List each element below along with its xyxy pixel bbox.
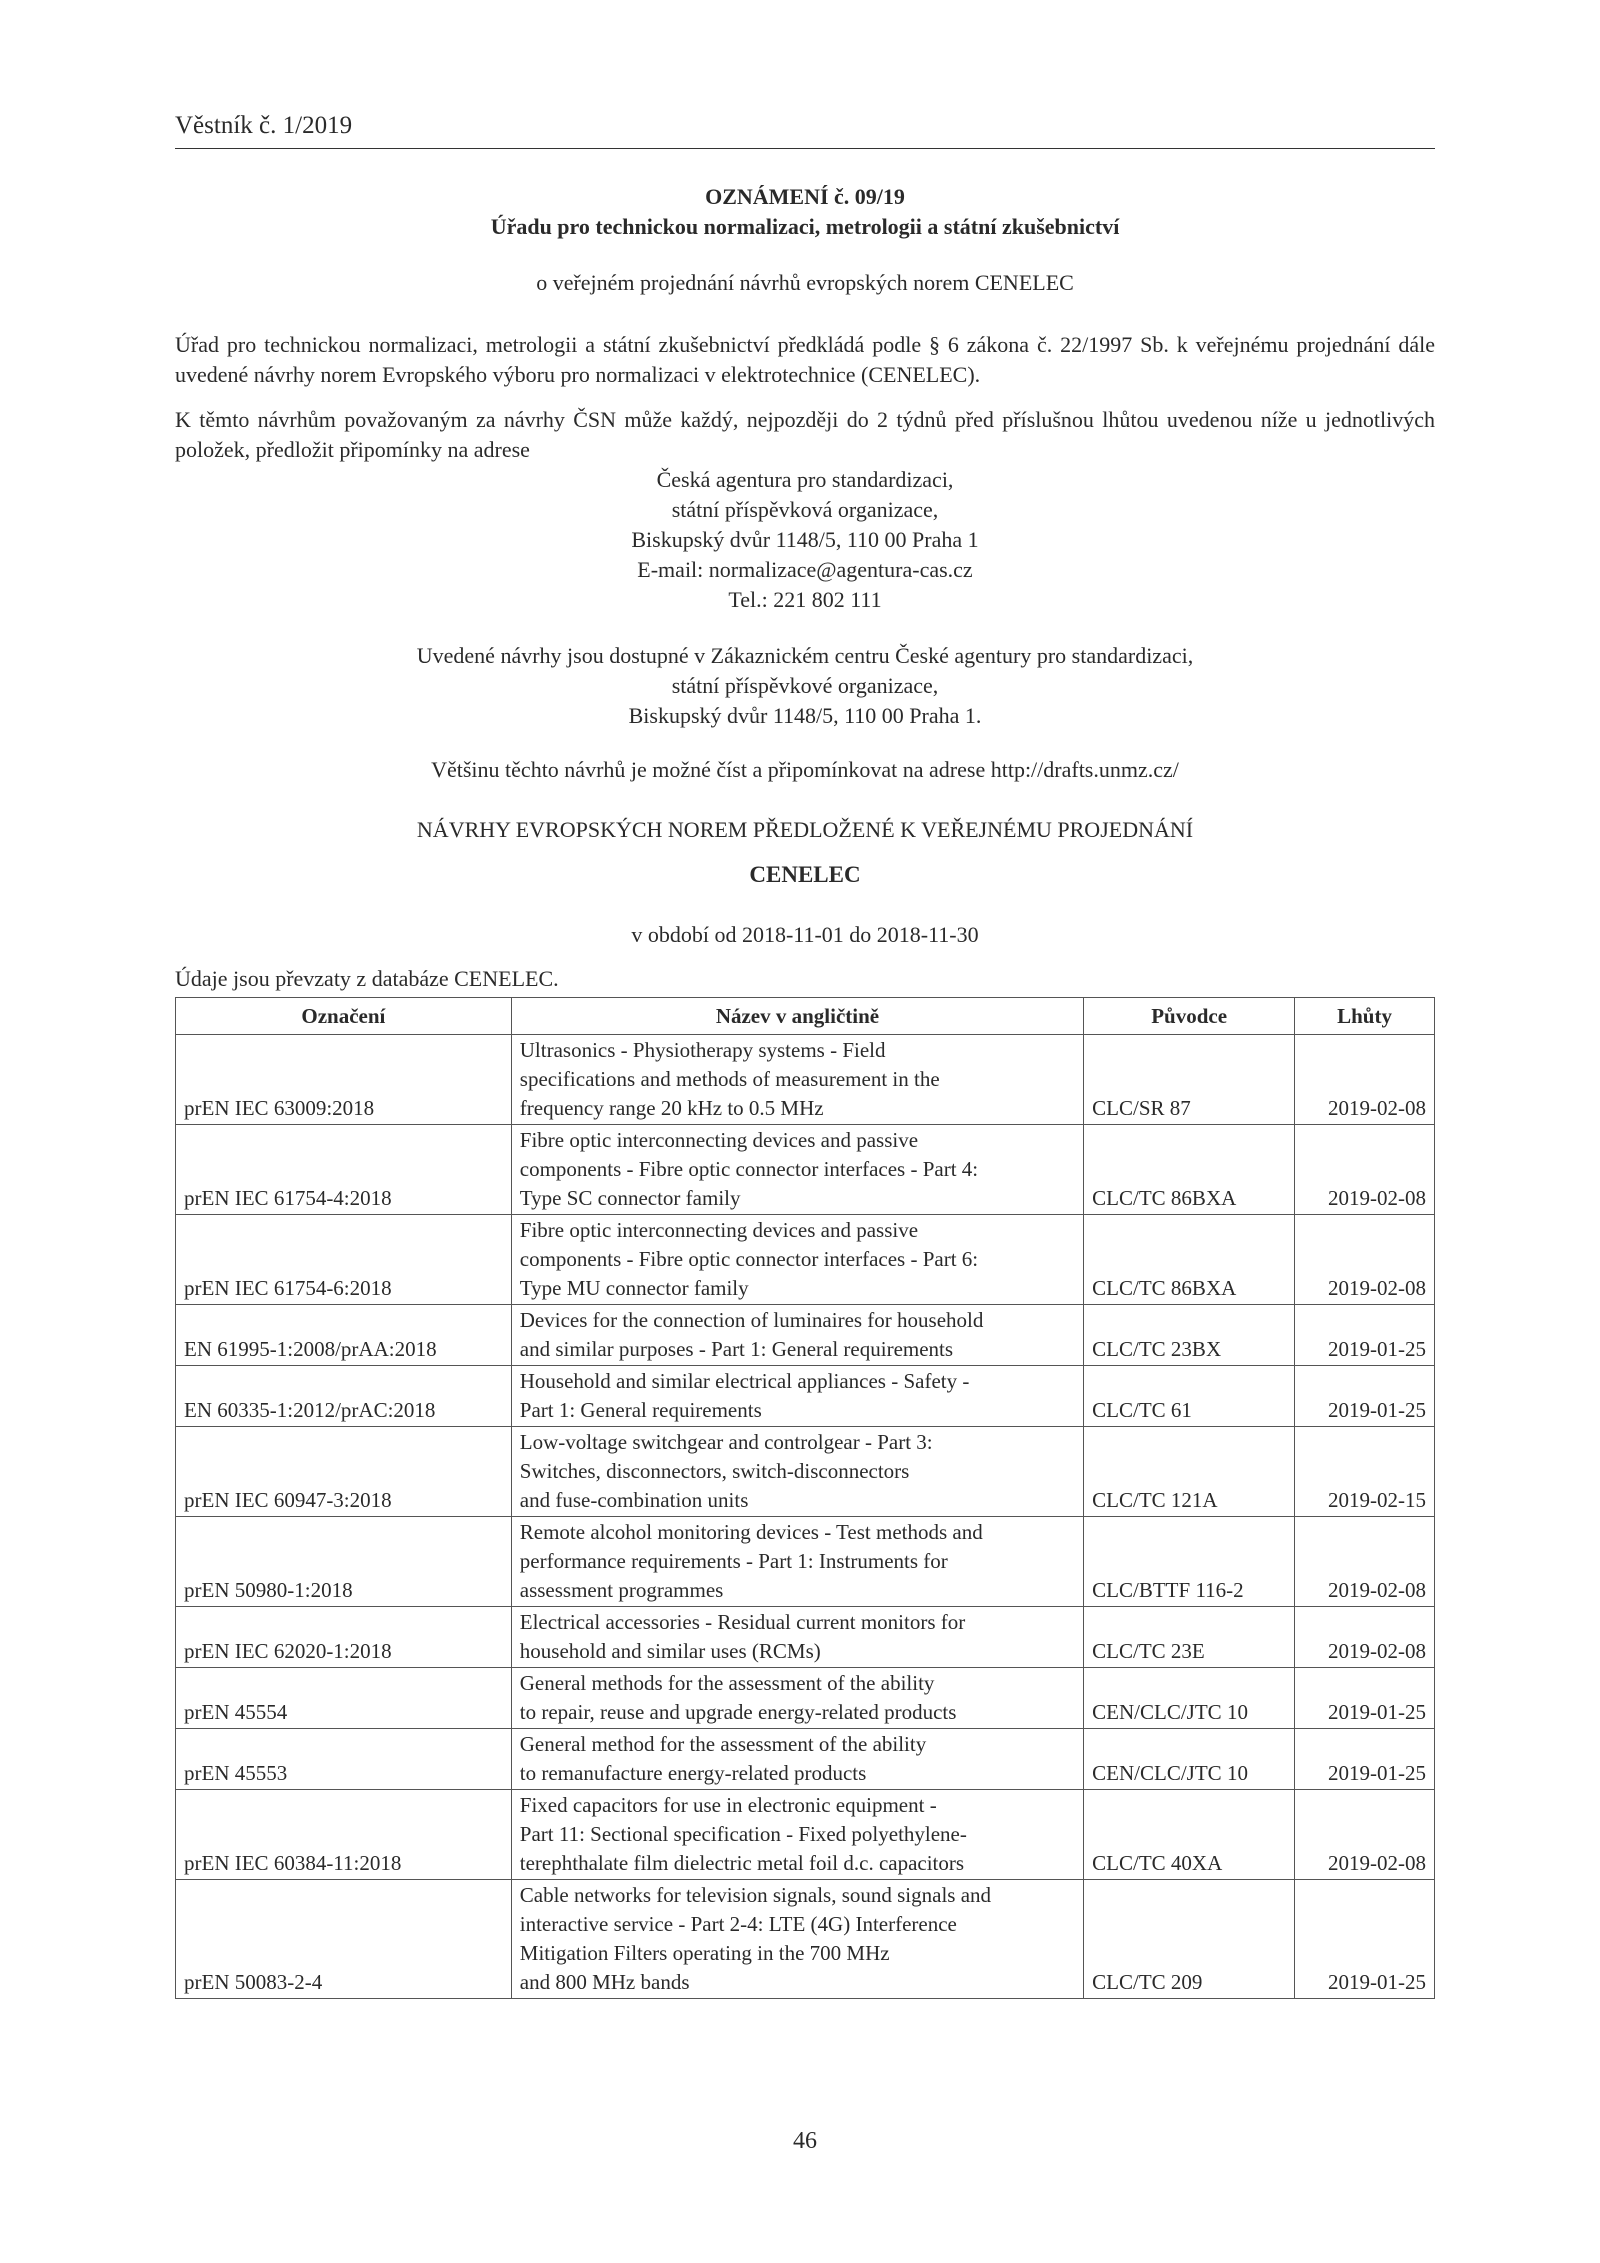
norm-title xyxy=(511,1427,1083,1517)
norm-title-line: Ultrasonics - Physiotherapy systems - Field xyxy=(519,1038,886,1062)
norm-title-line: Part 11: Sectional specification - Fixed polyethylene- xyxy=(519,1822,967,1846)
table-row xyxy=(176,1607,1435,1668)
norm-title-line: Switches, disconnectors, switch-disconnectors xyxy=(519,1459,910,1483)
drafts-url-line: Většinu těchto návrhů je možné číst a připomínkovat na adrese http://drafts.unmz.cz/ xyxy=(431,757,1179,782)
norm-originator: CLC/SR 87 xyxy=(1084,1035,1295,1125)
page-number: 46 xyxy=(793,2128,817,2154)
norm-deadline: 2019-02-08 xyxy=(1295,1125,1435,1215)
norm-title-line: to remanufacture energy-related products xyxy=(519,1761,867,1785)
notice-title: OZNÁMENÍ č. 09/19 xyxy=(705,184,905,209)
period-line: v období od 2018-11-01 do 2018-11-30 xyxy=(631,922,979,947)
norm-title-line: components - Fibre optic connector interfaces - Part 4: xyxy=(519,1157,979,1181)
address-line: Česká agentura pro standardizaci, xyxy=(656,467,954,492)
table-row xyxy=(176,1790,1435,1880)
norm-originator: CLC/TC 23E xyxy=(1084,1607,1295,1668)
norm-originator: CLC/TC 86BXA xyxy=(1084,1215,1295,1305)
table-row xyxy=(176,1729,1435,1790)
table-row xyxy=(176,1125,1435,1215)
norm-title-line: General methods for the assessment of the ability xyxy=(519,1671,935,1695)
notice-authority: Úřadu pro technickou normalizaci, metrologii a státní zkušebnictví xyxy=(490,214,1120,239)
norm-title xyxy=(511,1607,1083,1668)
norm-code: prEN IEC 62020-1:2018 xyxy=(176,1607,512,1668)
norm-deadline: 2019-02-08 xyxy=(1295,1215,1435,1305)
norm-title-line: and similar purposes - Part 1: General requirements xyxy=(519,1337,954,1361)
norm-title-line: household and similar uses (RCMs) xyxy=(519,1639,821,1663)
list-title: NÁVRHY EVROPSKÝCH NOREM PŘEDLOŽENÉ K VEŘEJNÉMU PROJEDNÁNÍ xyxy=(416,817,1194,842)
norm-deadline: 2019-01-25 xyxy=(1295,1880,1435,1999)
norm-code: prEN 50980-1:2018 xyxy=(176,1517,512,1607)
norm-title-line: Low-voltage switchgear and controlgear - Part 3: xyxy=(519,1430,933,1454)
norm-code: prEN IEC 60947-3:2018 xyxy=(176,1427,512,1517)
norm-code: EN 61995-1:2008/prAA:2018 xyxy=(176,1305,512,1366)
norm-title-line: interactive service - Part 2-4: LTE (4G) Interference xyxy=(519,1912,957,1936)
norm-deadline: 2019-01-25 xyxy=(1295,1366,1435,1427)
norm-originator: CLC/TC 40XA xyxy=(1084,1790,1295,1880)
norm-title-line: Remote alcohol monitoring devices - Test methods and xyxy=(519,1520,983,1544)
notice-subject: o veřejném projednání návrhů evropských norem CENELEC xyxy=(536,270,1074,295)
norm-originator: CLC/TC 61 xyxy=(1084,1366,1295,1427)
norm-title-line: Type MU connector family xyxy=(519,1276,749,1300)
norm-deadline: 2019-02-08 xyxy=(1295,1517,1435,1607)
norm-title-line: Household and similar electrical appliances - Safety - xyxy=(519,1369,970,1393)
norm-code: EN 60335-1:2012/prAC:2018 xyxy=(176,1366,512,1427)
norm-title-line: Fixed capacitors for use in electronic equipment - xyxy=(519,1793,937,1817)
norm-title xyxy=(511,1215,1083,1305)
norm-title-line: terephthalate film dielectric metal foil d.c. capacitors xyxy=(519,1851,965,1875)
table-row xyxy=(176,1427,1435,1517)
norm-title-line: Mitigation Filters operating in the 700 MHz xyxy=(519,1941,890,1965)
table-row xyxy=(176,1668,1435,1729)
comments-paragraph: K těmto návrhům považovaným za návrhy ČSN může každý, nejpozději do 2 týdnů před příslušnou lhůtou uvedenou níže u jednotlivých položek, předložit připomínky na adrese xyxy=(175,407,1435,462)
norm-title-line: Devices for the connection of luminaires for household xyxy=(519,1308,984,1332)
norm-title-line: to repair, reuse and upgrade energy-related products xyxy=(519,1700,957,1724)
norm-originator: CLC/TC 121A xyxy=(1084,1427,1295,1517)
norm-title-line: specifications and methods of measurement in the xyxy=(519,1067,940,1091)
norm-title-line: Type SC connector family xyxy=(519,1186,741,1210)
norm-code: prEN IEC 63009:2018 xyxy=(176,1035,512,1125)
address-line: Biskupský dvůr 1148/5, 110 00 Praha 1 xyxy=(631,527,979,552)
header-originator: Původce xyxy=(1084,998,1295,1035)
comments-address xyxy=(175,465,1435,615)
table-row xyxy=(176,1880,1435,1999)
organization-heading: CENELEC xyxy=(749,862,861,887)
norm-title-line: assessment programmes xyxy=(519,1578,724,1602)
norm-title-line: frequency range 20 kHz to 0.5 MHz xyxy=(519,1096,824,1120)
norm-title xyxy=(511,1668,1083,1729)
norm-title-line: Fibre optic interconnecting devices and passive xyxy=(519,1218,919,1242)
norm-title xyxy=(511,1035,1083,1125)
norm-title xyxy=(511,1125,1083,1215)
norm-title-line: components - Fibre optic connector interfaces - Part 6: xyxy=(519,1247,979,1271)
norm-deadline: 2019-02-08 xyxy=(1295,1790,1435,1880)
norm-code: prEN IEC 60384-11:2018 xyxy=(176,1790,512,1880)
norm-title xyxy=(511,1366,1083,1427)
availability-line: státní příspěvkové organizace, xyxy=(671,673,939,698)
norm-title-line: and 800 MHz bands xyxy=(519,1970,690,1994)
header-code: Označení xyxy=(176,998,512,1035)
table-row xyxy=(176,1366,1435,1427)
norm-deadline: 2019-01-25 xyxy=(1295,1729,1435,1790)
norm-code: prEN 45553 xyxy=(176,1729,512,1790)
norm-title-line: and fuse-combination units xyxy=(519,1488,749,1512)
norm-deadline: 2019-01-25 xyxy=(1295,1668,1435,1729)
norm-title xyxy=(511,1729,1083,1790)
norm-title-line: Fibre optic interconnecting devices and passive xyxy=(519,1128,919,1152)
norm-title-line: General method for the assessment of the ability xyxy=(519,1732,927,1756)
norms-table xyxy=(175,997,1435,1999)
email-line: E-mail: normalizace@agentura-cas.cz xyxy=(637,557,973,582)
norm-code: prEN IEC 61754-4:2018 xyxy=(176,1125,512,1215)
norm-title xyxy=(511,1305,1083,1366)
table-header-row xyxy=(176,998,1435,1035)
source-note: Údaje jsou převzaty z databáze CENELEC. xyxy=(175,966,559,991)
norm-code: prEN 45554 xyxy=(176,1668,512,1729)
table-row xyxy=(176,1305,1435,1366)
norm-originator: CEN/CLC/JTC 10 xyxy=(1084,1729,1295,1790)
norm-title-line: Electrical accessories - Residual current monitors for xyxy=(519,1610,966,1634)
phone-line: Tel.: 221 802 111 xyxy=(728,587,882,612)
norm-originator: CLC/BTTF 116-2 xyxy=(1084,1517,1295,1607)
norm-originator: CLC/TC 209 xyxy=(1084,1880,1295,1999)
norm-title-line: Cable networks for television signals, sound signals and xyxy=(519,1883,992,1907)
norm-title xyxy=(511,1790,1083,1880)
table-row xyxy=(176,1215,1435,1305)
availability-line: Uvedené návrhy jsou dostupné v Zákaznickém centru České agentury pro standardizaci, xyxy=(416,643,1194,668)
norm-code: prEN 50083-2-4 xyxy=(176,1880,512,1999)
journal-header: Věstník č. 1/2019 xyxy=(175,112,1435,149)
norm-title-line: performance requirements - Part 1: Instruments for xyxy=(519,1549,948,1573)
availability-line: Biskupský dvůr 1148/5, 110 00 Praha 1. xyxy=(628,703,982,728)
norm-code: prEN IEC 61754-6:2018 xyxy=(176,1215,512,1305)
address-line: státní příspěvková organizace, xyxy=(671,497,939,522)
norm-originator: CLC/TC 23BX xyxy=(1084,1305,1295,1366)
header-title: Název v angličtině xyxy=(511,998,1083,1035)
norm-deadline: 2019-02-15 xyxy=(1295,1427,1435,1517)
norm-deadline: 2019-02-08 xyxy=(1295,1607,1435,1668)
table-row xyxy=(176,1517,1435,1607)
norm-title xyxy=(511,1517,1083,1607)
norm-originator: CEN/CLC/JTC 10 xyxy=(1084,1668,1295,1729)
table-row xyxy=(176,1035,1435,1125)
norm-originator: CLC/TC 86BXA xyxy=(1084,1125,1295,1215)
availability-address xyxy=(175,641,1435,731)
intro-paragraph: Úřad pro technickou normalizaci, metrologii a státní zkušebnictví předkládá podle § 6 zákona č. 22/1997 Sb. k veřejnému projednání dále uvedené návrhy norem Evropského výboru pro normalizaci v elektrotechnice (CENELEC). xyxy=(175,332,1435,387)
norm-deadline: 2019-01-25 xyxy=(1295,1305,1435,1366)
norm-title-line: Part 1: General requirements xyxy=(519,1398,762,1422)
norm-title xyxy=(511,1880,1083,1999)
norm-deadline: 2019-02-08 xyxy=(1295,1035,1435,1125)
header-deadline: Lhůty xyxy=(1295,998,1435,1035)
